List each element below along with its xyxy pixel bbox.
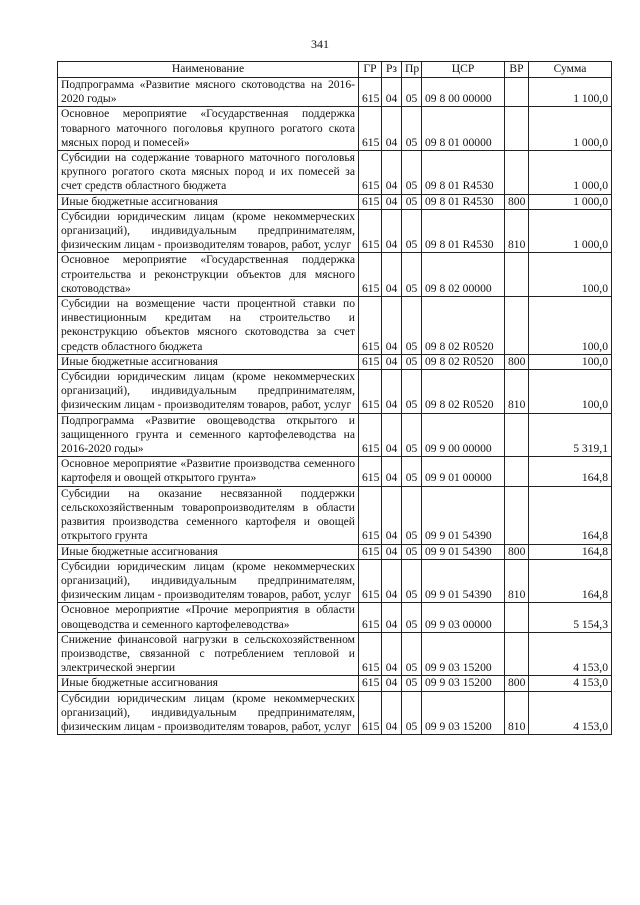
cell-sum: 1 000,0 [529, 151, 612, 195]
cell-sum: 4 153,0 [529, 632, 612, 676]
header-rz: Рз [382, 62, 402, 78]
cell-pr: 05 [402, 559, 422, 603]
cell-csr: 09 9 03 15200 [422, 676, 505, 691]
table-row [58, 676, 612, 691]
table-row [58, 370, 612, 414]
cell-rz: 04 [382, 486, 402, 544]
cell-name: Основное мероприятие «Развитие производства семенного картофеля и овощей открытого грунта» [58, 457, 359, 486]
cell-name: Иные бюджетные ассигнования [58, 676, 359, 691]
cell-sum: 5 154,3 [529, 603, 612, 632]
cell-pr: 05 [402, 194, 422, 209]
cell-rz: 04 [382, 107, 402, 151]
cell-sum: 164,8 [529, 486, 612, 544]
table-body [58, 78, 612, 735]
table-row [58, 297, 612, 355]
cell-csr: 09 8 02 00000 [422, 253, 505, 297]
cell-rz: 04 [382, 413, 402, 457]
cell-pr: 05 [402, 354, 422, 369]
cell-gr: 615 [359, 354, 382, 369]
cell-rz: 04 [382, 209, 402, 253]
cell-pr: 05 [402, 209, 422, 253]
cell-gr: 615 [359, 603, 382, 632]
cell-sum: 100,0 [529, 297, 612, 355]
cell-gr: 615 [359, 676, 382, 691]
table-row [58, 486, 612, 544]
cell-rz: 04 [382, 603, 402, 632]
cell-rz: 04 [382, 676, 402, 691]
cell-rz: 04 [382, 632, 402, 676]
cell-gr: 615 [359, 413, 382, 457]
cell-gr: 615 [359, 253, 382, 297]
cell-gr: 615 [359, 486, 382, 544]
cell-pr: 05 [402, 632, 422, 676]
page-number: 341 [311, 37, 329, 51]
cell-name: Субсидии на возмещение части процентной ставки по инвестиционным кредитам на строительство и реконструкцию объектов мясного скотоводства за счет средств областного бюджета [58, 297, 359, 355]
cell-rz: 04 [382, 370, 402, 414]
cell-csr: 09 8 01 R4530 [422, 151, 505, 195]
table-row [58, 209, 612, 253]
header-sum: Сумма [529, 62, 612, 78]
cell-name: Иные бюджетные ассигнования [58, 544, 359, 559]
cell-gr: 615 [359, 370, 382, 414]
cell-vr [505, 457, 529, 486]
cell-pr: 05 [402, 78, 422, 107]
table-row [58, 151, 612, 195]
cell-gr: 615 [359, 632, 382, 676]
table-row [58, 413, 612, 457]
cell-csr: 09 8 02 R0520 [422, 297, 505, 355]
cell-csr: 09 9 03 15200 [422, 691, 505, 735]
cell-name: Основное мероприятие «Государственная поддержка товарного маточного поголовья крупного рогатого скота мясных пород и помесей» [58, 107, 359, 151]
cell-name: Субсидии юридическим лицам (кроме некоммерческих организаций), индивидуальным предпринимателям, физическим лицам - производителям товаров, работ, услуг [58, 209, 359, 253]
cell-csr: 09 9 03 15200 [422, 632, 505, 676]
cell-gr: 615 [359, 107, 382, 151]
cell-name: Субсидии юридическим лицам (кроме некоммерческих организаций), индивидуальным предпринимателям, физическим лицам - производителям товаров, работ, услуг [58, 559, 359, 603]
cell-pr: 05 [402, 544, 422, 559]
cell-vr: 800 [505, 354, 529, 369]
cell-gr: 615 [359, 691, 382, 735]
table-row [58, 632, 612, 676]
cell-sum: 5 319,1 [529, 413, 612, 457]
cell-rz: 04 [382, 457, 402, 486]
cell-csr: 09 9 01 00000 [422, 457, 505, 486]
cell-vr [505, 151, 529, 195]
cell-csr: 09 8 00 00000 [422, 78, 505, 107]
cell-csr: 09 9 01 54390 [422, 544, 505, 559]
cell-name: Подпрограмма «Развитие мясного скотоводства на 2016-2020 годы» [58, 78, 359, 107]
cell-csr: 09 9 03 00000 [422, 603, 505, 632]
budget-table [57, 61, 612, 735]
cell-gr: 615 [359, 544, 382, 559]
cell-name: Основное мероприятие «Государственная поддержка строительства и реконструкции объектов для мясного скотоводства» [58, 253, 359, 297]
table-row [58, 194, 612, 209]
cell-vr: 810 [505, 691, 529, 735]
cell-vr: 800 [505, 544, 529, 559]
cell-sum: 100,0 [529, 354, 612, 369]
cell-gr: 615 [359, 151, 382, 195]
cell-vr [505, 603, 529, 632]
cell-sum: 1 000,0 [529, 194, 612, 209]
cell-gr: 615 [359, 297, 382, 355]
cell-rz: 04 [382, 354, 402, 369]
table-row [58, 457, 612, 486]
cell-vr: 810 [505, 209, 529, 253]
cell-gr: 615 [359, 194, 382, 209]
cell-vr: 800 [505, 194, 529, 209]
cell-rz: 04 [382, 691, 402, 735]
cell-name: Субсидии юридическим лицам (кроме некоммерческих организаций), индивидуальным предпринимателям, физическим лицам - производителям товаров, работ, услуг [58, 370, 359, 414]
cell-pr: 05 [402, 676, 422, 691]
table-row [58, 78, 612, 107]
cell-rz: 04 [382, 78, 402, 107]
table-row [58, 107, 612, 151]
cell-name: Субсидии на оказание несвязанной поддержки сельскохозяйственным товаропроизводителям в области развития производства семенного картофеля и овощей открытого грунта [58, 486, 359, 544]
cell-sum: 100,0 [529, 253, 612, 297]
cell-rz: 04 [382, 559, 402, 603]
cell-rz: 04 [382, 544, 402, 559]
cell-pr: 05 [402, 107, 422, 151]
cell-sum: 100,0 [529, 370, 612, 414]
cell-name: Иные бюджетные ассигнования [58, 354, 359, 369]
header-pr: Пр [402, 62, 422, 78]
cell-csr: 09 9 00 00000 [422, 413, 505, 457]
header-gr: ГР [359, 62, 382, 78]
cell-pr: 05 [402, 413, 422, 457]
cell-rz: 04 [382, 253, 402, 297]
cell-gr: 615 [359, 209, 382, 253]
table-row [58, 603, 612, 632]
table-row [58, 253, 612, 297]
cell-sum: 1 000,0 [529, 209, 612, 253]
cell-pr: 05 [402, 457, 422, 486]
cell-pr: 05 [402, 486, 422, 544]
cell-gr: 615 [359, 559, 382, 603]
cell-pr: 05 [402, 370, 422, 414]
cell-csr: 09 8 02 R0520 [422, 370, 505, 414]
cell-rz: 04 [382, 297, 402, 355]
cell-csr: 09 8 01 00000 [422, 107, 505, 151]
cell-vr [505, 253, 529, 297]
cell-rz: 04 [382, 151, 402, 195]
cell-vr [505, 632, 529, 676]
cell-gr: 615 [359, 78, 382, 107]
table-row [58, 691, 612, 735]
table-row [58, 559, 612, 603]
header-csr: ЦСР [422, 62, 505, 78]
cell-sum: 164,8 [529, 544, 612, 559]
cell-sum: 164,8 [529, 457, 612, 486]
cell-name: Основное мероприятие «Прочие мероприятия в области овощеводства и семенного картофелеводства» [58, 603, 359, 632]
cell-vr [505, 107, 529, 151]
cell-name: Подпрограмма «Развитие овощеводства открытого и защищенного грунта и семенного картофелеводства на 2016-2020 годы» [58, 413, 359, 457]
cell-name: Субсидии юридическим лицам (кроме некоммерческих организаций), индивидуальным предпринимателям, физическим лицам - производителям товаров, работ, услуг [58, 691, 359, 735]
cell-pr: 05 [402, 253, 422, 297]
cell-gr: 615 [359, 457, 382, 486]
header-vr: ВР [505, 62, 529, 78]
cell-csr: 09 9 01 54390 [422, 559, 505, 603]
cell-sum: 4 153,0 [529, 676, 612, 691]
cell-pr: 05 [402, 603, 422, 632]
cell-csr: 09 8 02 R0520 [422, 354, 505, 369]
cell-csr: 09 8 01 R4530 [422, 194, 505, 209]
cell-pr: 05 [402, 297, 422, 355]
cell-name: Иные бюджетные ассигнования [58, 194, 359, 209]
cell-sum: 1 000,0 [529, 107, 612, 151]
cell-sum: 164,8 [529, 559, 612, 603]
cell-vr [505, 486, 529, 544]
cell-vr: 810 [505, 559, 529, 603]
cell-sum: 1 100,0 [529, 78, 612, 107]
header-name: Наименование [58, 62, 359, 78]
cell-vr [505, 78, 529, 107]
cell-vr: 800 [505, 676, 529, 691]
cell-pr: 05 [402, 691, 422, 735]
cell-rz: 04 [382, 194, 402, 209]
cell-name: Снижение финансовой нагрузки в сельскохозяйственном производстве, связанной с потреблением тепловой и электрической энергии [58, 632, 359, 676]
cell-vr [505, 413, 529, 457]
table-row [58, 354, 612, 369]
cell-vr [505, 297, 529, 355]
cell-vr: 810 [505, 370, 529, 414]
table-header-row [58, 62, 612, 78]
cell-csr: 09 8 01 R4530 [422, 209, 505, 253]
cell-name: Субсидии на содержание товарного маточного поголовья крупного рогатого скота мясных пород и их помесей за счет средств областного бюджета [58, 151, 359, 195]
cell-sum: 4 153,0 [529, 691, 612, 735]
cell-pr: 05 [402, 151, 422, 195]
cell-csr: 09 9 01 54390 [422, 486, 505, 544]
table-row [58, 544, 612, 559]
